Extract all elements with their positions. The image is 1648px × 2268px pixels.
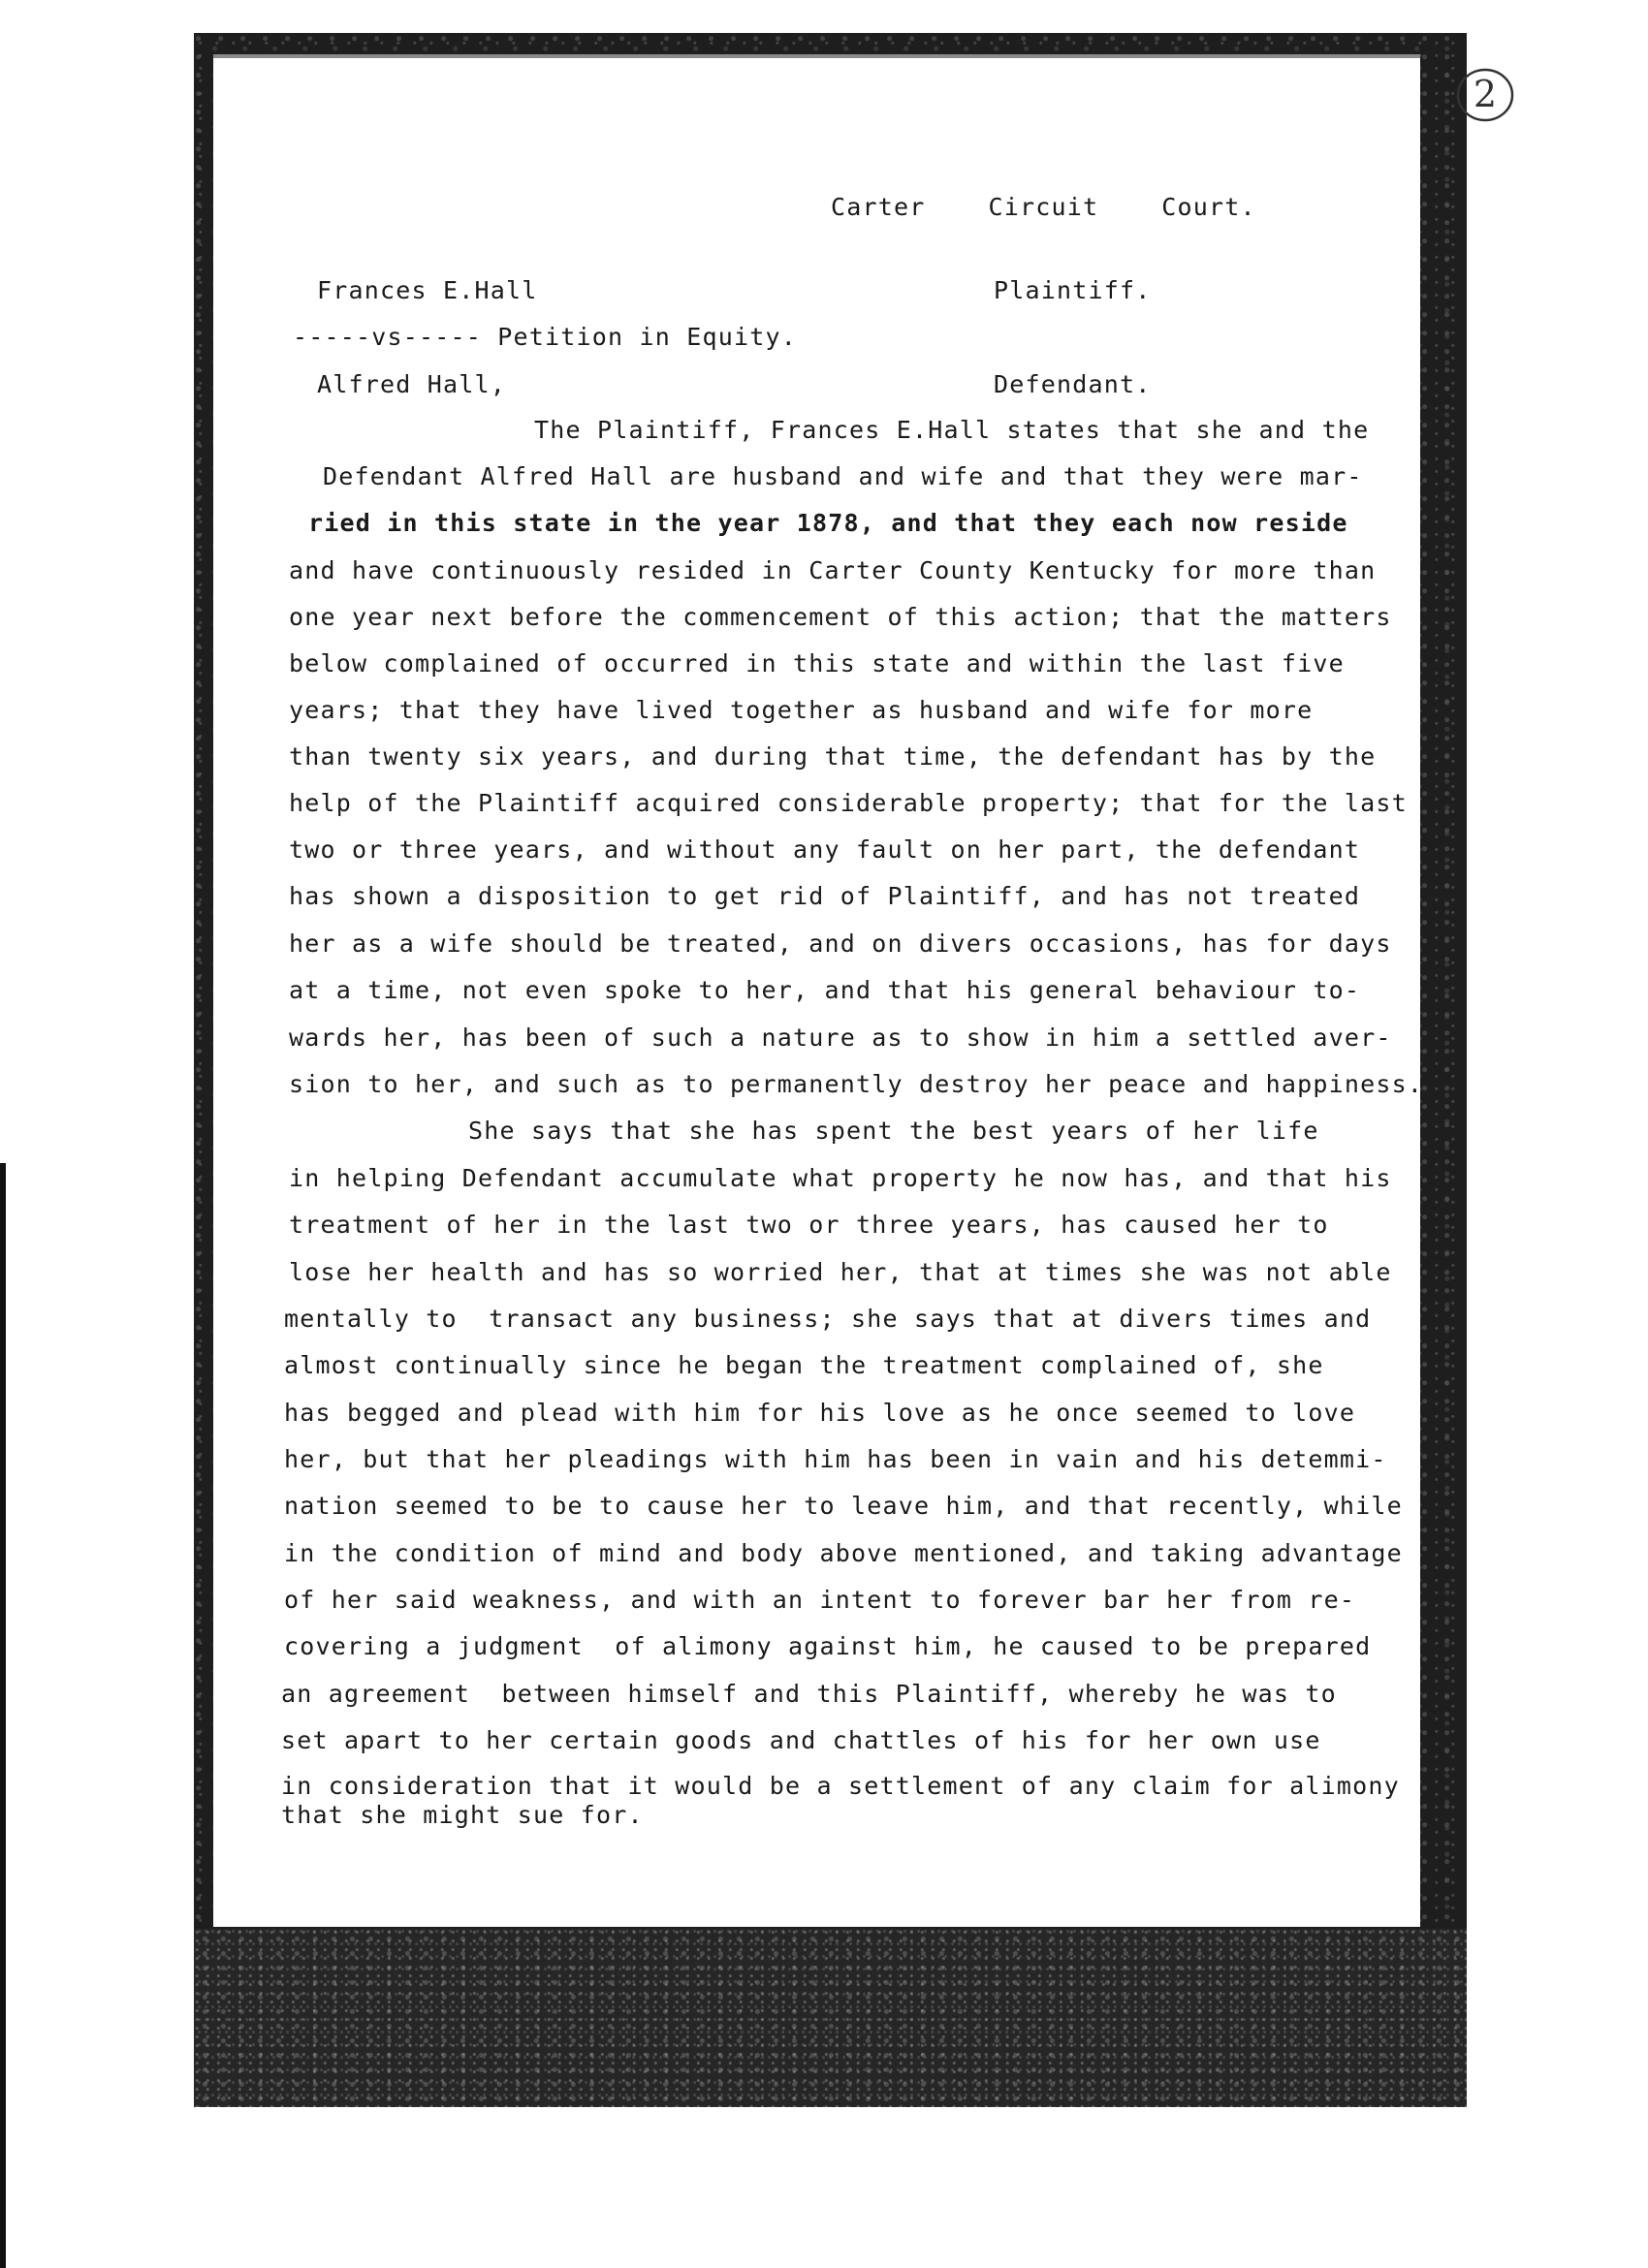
body-line: in consideration that it would be a settlement of any claim for alimony [281, 1772, 1400, 1800]
body-line: mentally to transact any business; she says that at divers times and [284, 1305, 1372, 1333]
body-line: ried in this state in the year 1878, and that they each now reside [308, 509, 1348, 537]
body-line: She says that she has spent the best years of her life [468, 1117, 1319, 1145]
body-line: two or three years, and without any fault on her part, the defendant [289, 835, 1361, 864]
body-line: nation seemed to be to cause her to leave him, and that recently, while [284, 1492, 1403, 1520]
body-line: set apart to her certain goods and chattles of his for her own use [281, 1726, 1321, 1754]
body-line: The Plaintiff, Frances E.Hall states that she and the [534, 416, 1370, 444]
defendant-name: Alfred Hall, [317, 370, 507, 398]
body-line: of her said weakness, and with an intent to forever bar her from re- [284, 1586, 1356, 1614]
body-line: in the condition of mind and body above mentioned, and taking advantage [284, 1539, 1403, 1567]
page-number: 2 [1473, 73, 1498, 115]
body-line: an agreement between himself and this Plaintiff, whereby he was to [281, 1680, 1337, 1708]
body-line: treatment of her in the last two or three years, has caused her to [289, 1211, 1329, 1239]
body-line: and have continuously resided in Carter County Kentucky for more than [289, 556, 1377, 584]
body-line: wards her, has been of such a nature as to show in him a settled aver- [289, 1024, 1392, 1052]
plaintiff-role: Plaintiff. [994, 276, 1152, 304]
versus-line: -----vs----- Petition in Equity. [293, 323, 798, 351]
page-number-circle-icon [1452, 60, 1520, 128]
body-line: help of the Plaintiff acquired considerable property; that for the last [289, 789, 1408, 817]
body-line: her as a wife should be treated, and on divers occasions, has for days [289, 929, 1392, 958]
body-line: Defendant Alfred Hall are husband and wife and that they were mar- [323, 462, 1363, 490]
defendant-role: Defendant. [994, 370, 1152, 398]
body-line: below complained of occurred in this state and within the last five [289, 649, 1345, 677]
body-line: than twenty six years, and during that time, the defendant has by the [289, 742, 1377, 771]
body-line: her, but that her pleadings with him has been in vain and his detemmi- [284, 1445, 1387, 1473]
body-line: that she might sue for. [281, 1801, 644, 1829]
body-line: has shown a disposition to get rid of Plaintiff, and has not treated [289, 882, 1361, 910]
body-line: one year next before the commencement of this action; that the matters [289, 603, 1392, 631]
body-line: covering a judgment of alimony against him, he caused to be prepared [284, 1632, 1372, 1660]
body-line: has begged and plead with him for his love as he once seemed to love [284, 1399, 1356, 1427]
body-line: at a time, not even spoke to her, and that his general behaviour to- [289, 976, 1361, 1004]
court-heading: Carter Circuit Court. [831, 193, 1256, 221]
scan-edge-strip [0, 1163, 6, 2268]
body-line: years; that they have lived together as husband and wife for more [289, 696, 1314, 724]
body-line: sion to her, and such as to permanently destroy her peace and happiness. [289, 1070, 1424, 1098]
body-line: lose her health and has so worried her, that at times she was not able [289, 1258, 1392, 1286]
scan-bottom-shadow [194, 1929, 1467, 2107]
body-line: in helping Defendant accumulate what property he now has, and that his [289, 1164, 1392, 1192]
body-line: almost continually since he began the treatment complained of, she [284, 1351, 1324, 1379]
plaintiff-name: Frances E.Hall [317, 276, 538, 304]
